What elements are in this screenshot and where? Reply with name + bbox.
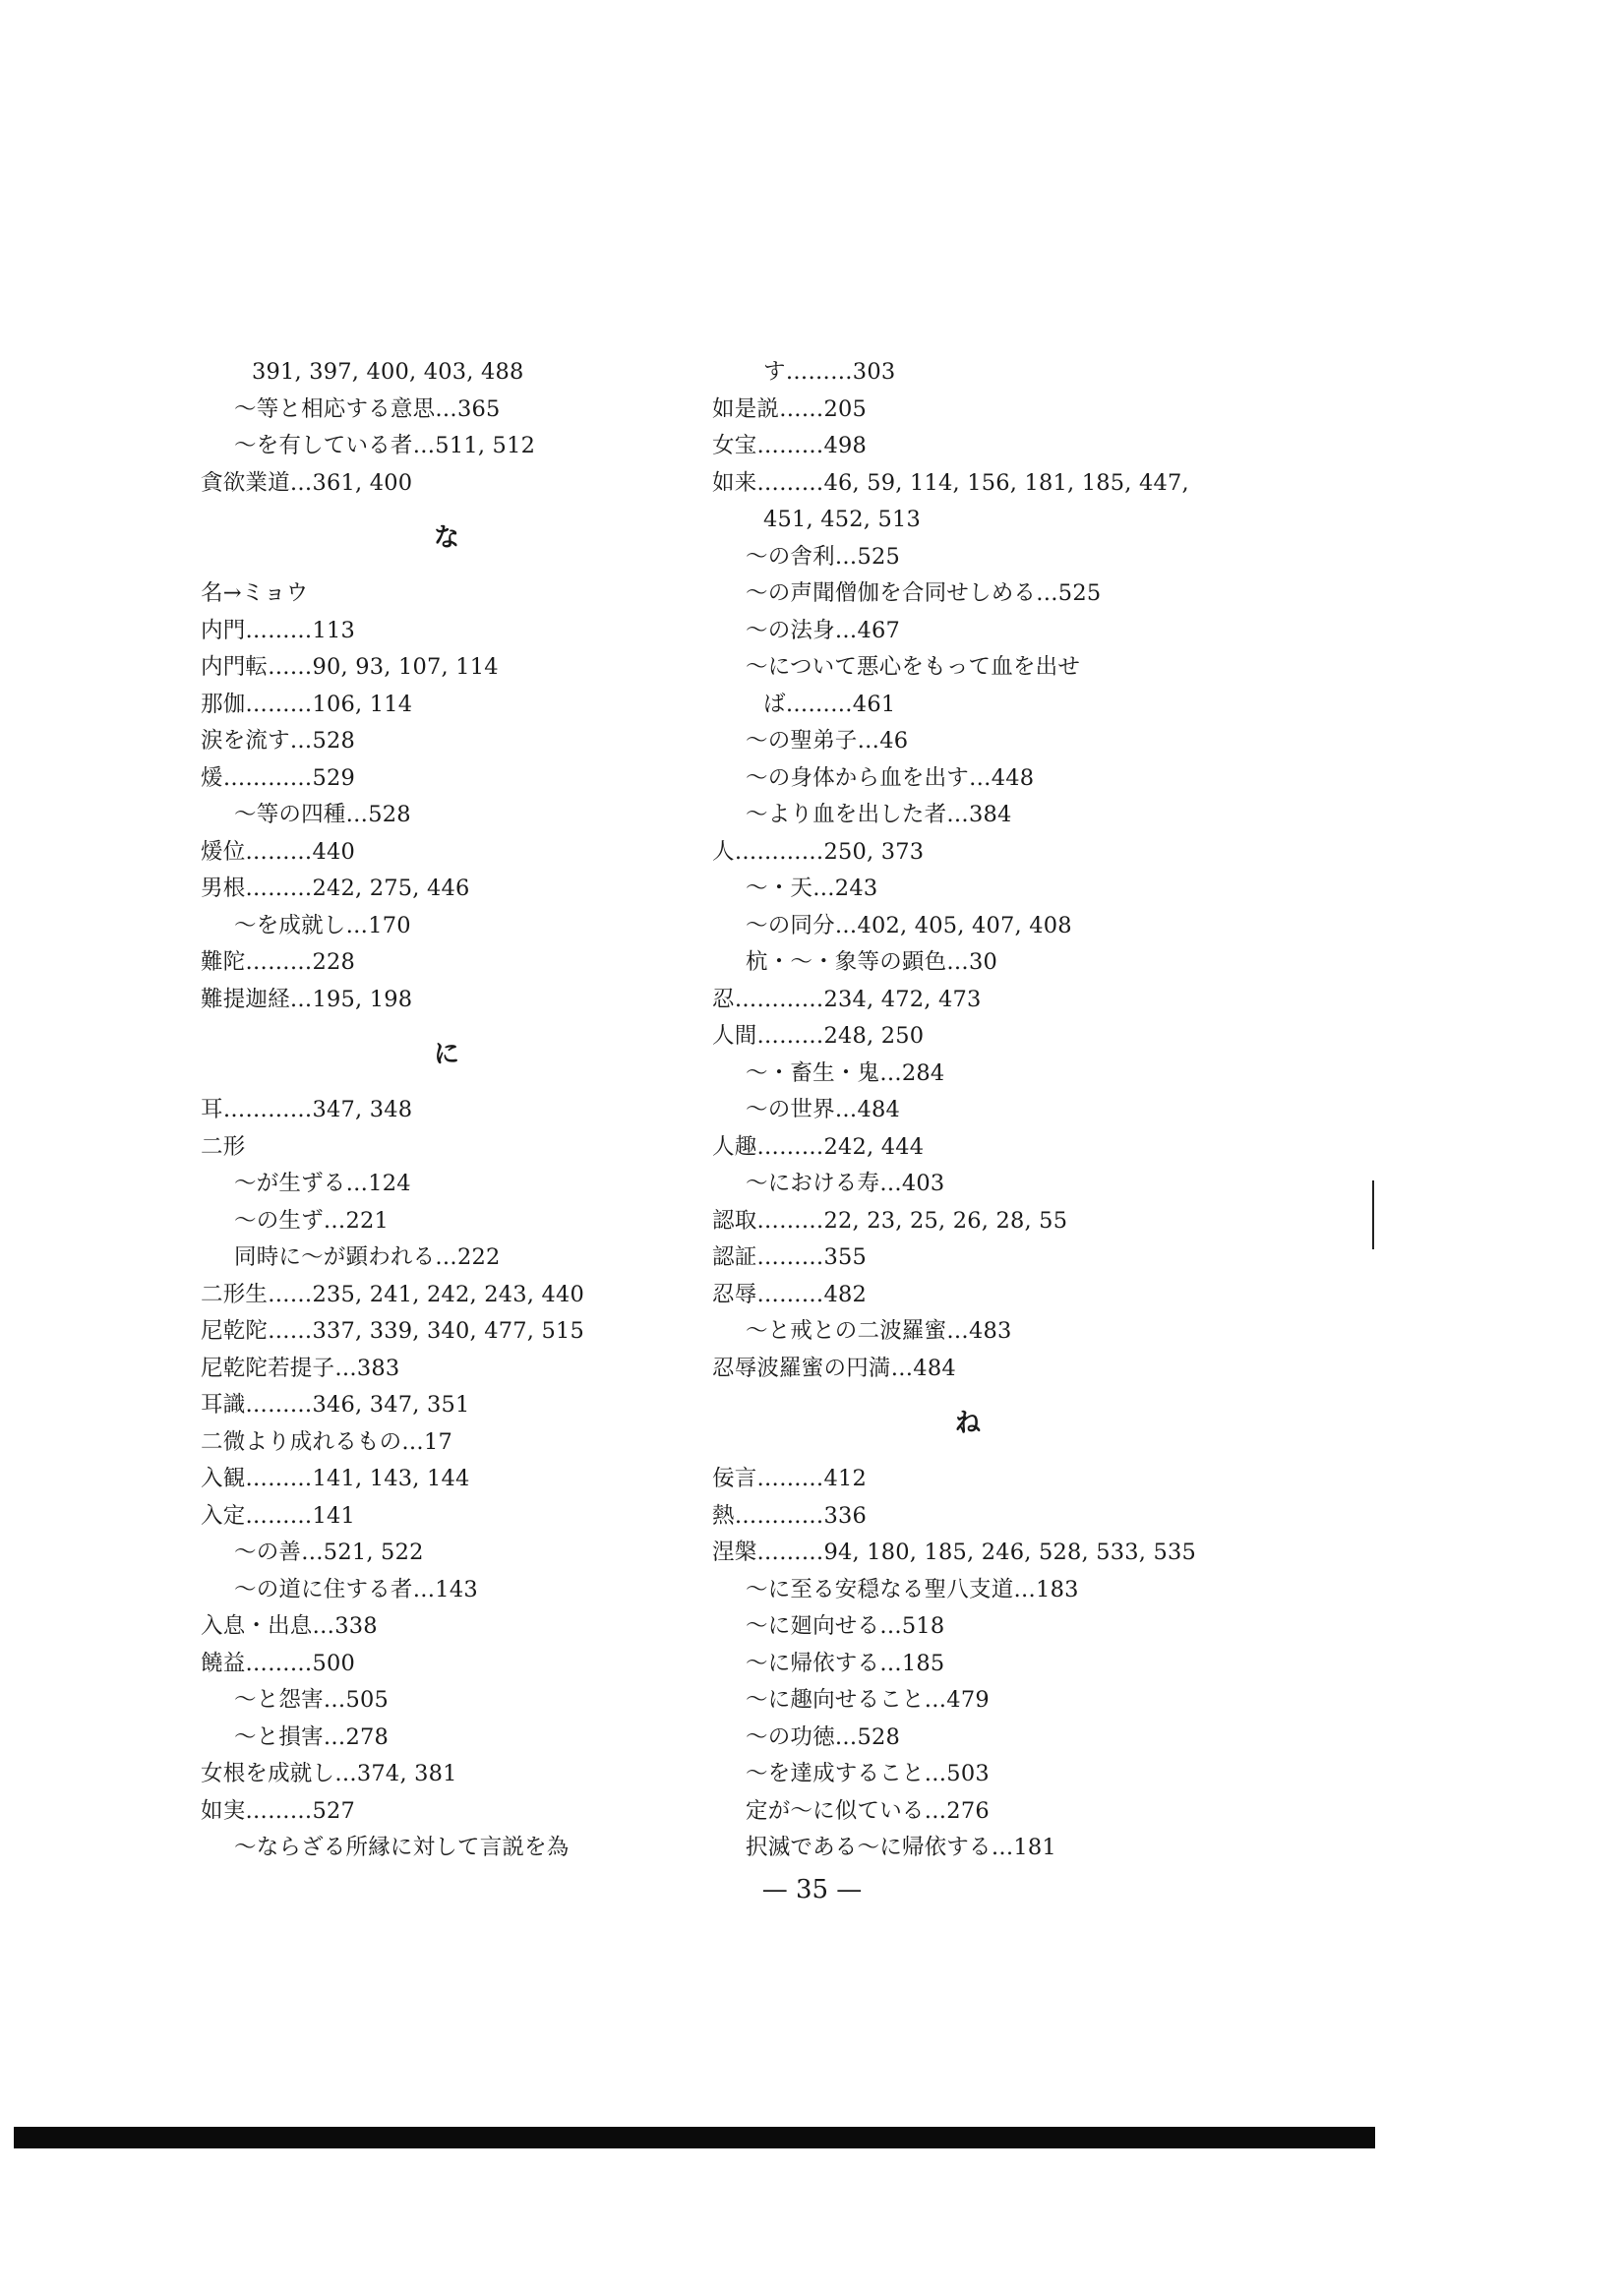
index-entry: 忍辱波羅蜜の円満…484 (712, 1355, 956, 1381)
section-heading: に (433, 1040, 459, 1069)
index-entry: 如是説……205 (712, 395, 868, 422)
index-column-left (201, 354, 692, 1867)
index-entry: 難陀………228 (201, 949, 356, 975)
index-entry: 如実………527 (201, 1797, 356, 1824)
index-subentry: 〜に至る安穏なる聖八支道…183 (746, 1576, 1079, 1602)
index-entry: 男根………242, 275, 446 (201, 876, 470, 901)
scan-edge-bar (14, 2127, 1375, 2148)
index-entry: 難提迦経…195, 198 (201, 986, 413, 1012)
index-entry: 人趣………242, 444 (712, 1133, 925, 1160)
index-subentry: 〜における寿…403 (746, 1171, 945, 1196)
index-subentry: 〜と怨害…505 (234, 1687, 390, 1713)
index-subentry: 〜の同分…402, 405, 407, 408 (746, 912, 1072, 938)
index-subentry: 〜ならざる所縁に対して言説を為 (234, 1835, 570, 1860)
index-entry: 女根を成就し…374, 381 (201, 1761, 457, 1786)
index-subentry: 定が〜に似ている…276 (746, 1797, 990, 1824)
index-entry: 耳…………347, 348 (201, 1097, 413, 1122)
index-entry: 饒益………500 (201, 1650, 356, 1676)
section-heading: ね (954, 1409, 981, 1438)
index-entry: 人間………248, 250 (712, 1023, 925, 1049)
index-subentry: 〜・天…243 (746, 876, 878, 901)
index-entry: 入定………141 (201, 1502, 356, 1529)
index-subentry: 〜を成就し…170 (234, 912, 411, 938)
index-subentry: 杭・〜・象等の顕色…30 (746, 949, 998, 975)
index-entry: 二微より成れるもの…17 (201, 1428, 453, 1455)
margin-mark (1372, 1180, 1374, 1249)
index-entry: 如来………46, 59, 114, 156, 181, 185, 447, (712, 469, 1189, 496)
index-subentry: 〜と戒との二波羅蜜…483 (746, 1318, 1012, 1344)
index-column-right (712, 354, 1224, 1867)
index-subentry: 〜の舎利…525 (746, 543, 901, 570)
index-subentry: 同時に〜が顕われる…222 (234, 1244, 501, 1270)
index-subentry: 〜を達成すること…503 (746, 1761, 990, 1786)
index-subentry: 〜の聖弟子…46 (746, 728, 909, 754)
index-subentry: 〜の善…521, 522 (234, 1540, 424, 1565)
index-subentry: 〜等の四種…528 (234, 802, 411, 827)
index-subentry: 〜と損害…278 (234, 1723, 390, 1750)
index-entry: 煖…………529 (201, 764, 356, 791)
index-entry: 熱…………336 (712, 1502, 868, 1529)
index-subentry: 〜に趣向せること…479 (746, 1687, 990, 1713)
index-subentry: 〜の身体から血を出す…448 (746, 764, 1035, 791)
index-entry: 尼乾陀若提子…383 (201, 1355, 400, 1381)
index-entry: 認証………355 (712, 1244, 868, 1270)
index-entry: 二形生……235, 241, 242, 243, 440 (201, 1281, 585, 1307)
index-entry: 佞言………412 (712, 1466, 868, 1491)
index-entry: 認取………22, 23, 25, 26, 28, 55 (712, 1207, 1068, 1234)
index-entry: 女宝………498 (712, 433, 868, 458)
index-subentry: 〜の法身…467 (746, 617, 901, 643)
index-entry: 煖位………440 (201, 838, 356, 865)
index-subentry: 451, 452, 513 (763, 507, 922, 532)
index-subentry: ば………461 (763, 691, 896, 717)
index-subentry: 〜の声聞僧伽を合同せしめる…525 (746, 580, 1102, 606)
index-entry: 名→ミョウ (201, 580, 309, 606)
index-entry: 内門………113 (201, 617, 356, 643)
index-entry: 人…………250, 373 (712, 838, 925, 865)
page-number: — 35 — (761, 1875, 863, 1904)
index-entry: 内門転……90, 93, 107, 114 (201, 654, 499, 680)
index-entry: 入観………141, 143, 144 (201, 1466, 470, 1491)
index-subentry: す………303 (763, 359, 896, 385)
section-heading: な (433, 523, 459, 553)
index-entry: 涅槃………94, 180, 185, 246, 528, 533, 535 (712, 1540, 1197, 1565)
index-subentry: 〜の道に住する者…143 (234, 1576, 478, 1602)
index-subentry: 〜の功徳…528 (746, 1723, 901, 1750)
index-subentry: 択滅である〜に帰依する…181 (746, 1835, 1056, 1860)
index-entry: 忍…………234, 472, 473 (712, 986, 982, 1012)
index-entry: 忍辱………482 (712, 1281, 868, 1307)
index-entry: 貪欲業道…361, 400 (201, 469, 413, 496)
index-entry: 二形 (201, 1133, 246, 1160)
index-entry: 入息・出息…338 (201, 1613, 378, 1639)
index-entry: 尼乾陀……337, 339, 340, 477, 515 (201, 1318, 585, 1344)
index-entry: 那伽………106, 114 (201, 691, 413, 717)
index-subentry: 〜等と相応する意思…365 (234, 395, 501, 422)
index-subentry: 〜・畜生・鬼…284 (746, 1059, 945, 1086)
index-subentry: 〜について悪心をもって血を出せ (746, 654, 1081, 680)
index-entry: 涙を流す…528 (201, 728, 356, 754)
index-subentry: 〜を有している者…511, 512 (234, 433, 536, 458)
index-subentry: 〜の世界…484 (746, 1097, 901, 1122)
index-subentry: 〜に廻向せる…518 (746, 1613, 945, 1639)
index-subentry: 〜が生ずる…124 (234, 1171, 411, 1196)
index-subentry: 〜に帰依する…185 (746, 1650, 945, 1676)
index-subentry: 〜より血を出した者…384 (746, 802, 1012, 827)
index-entry: 耳識………346, 347, 351 (201, 1392, 470, 1418)
index-subentry: 〜の生ず…221 (234, 1207, 390, 1234)
index-subentry: 391, 397, 400, 403, 488 (252, 359, 524, 385)
